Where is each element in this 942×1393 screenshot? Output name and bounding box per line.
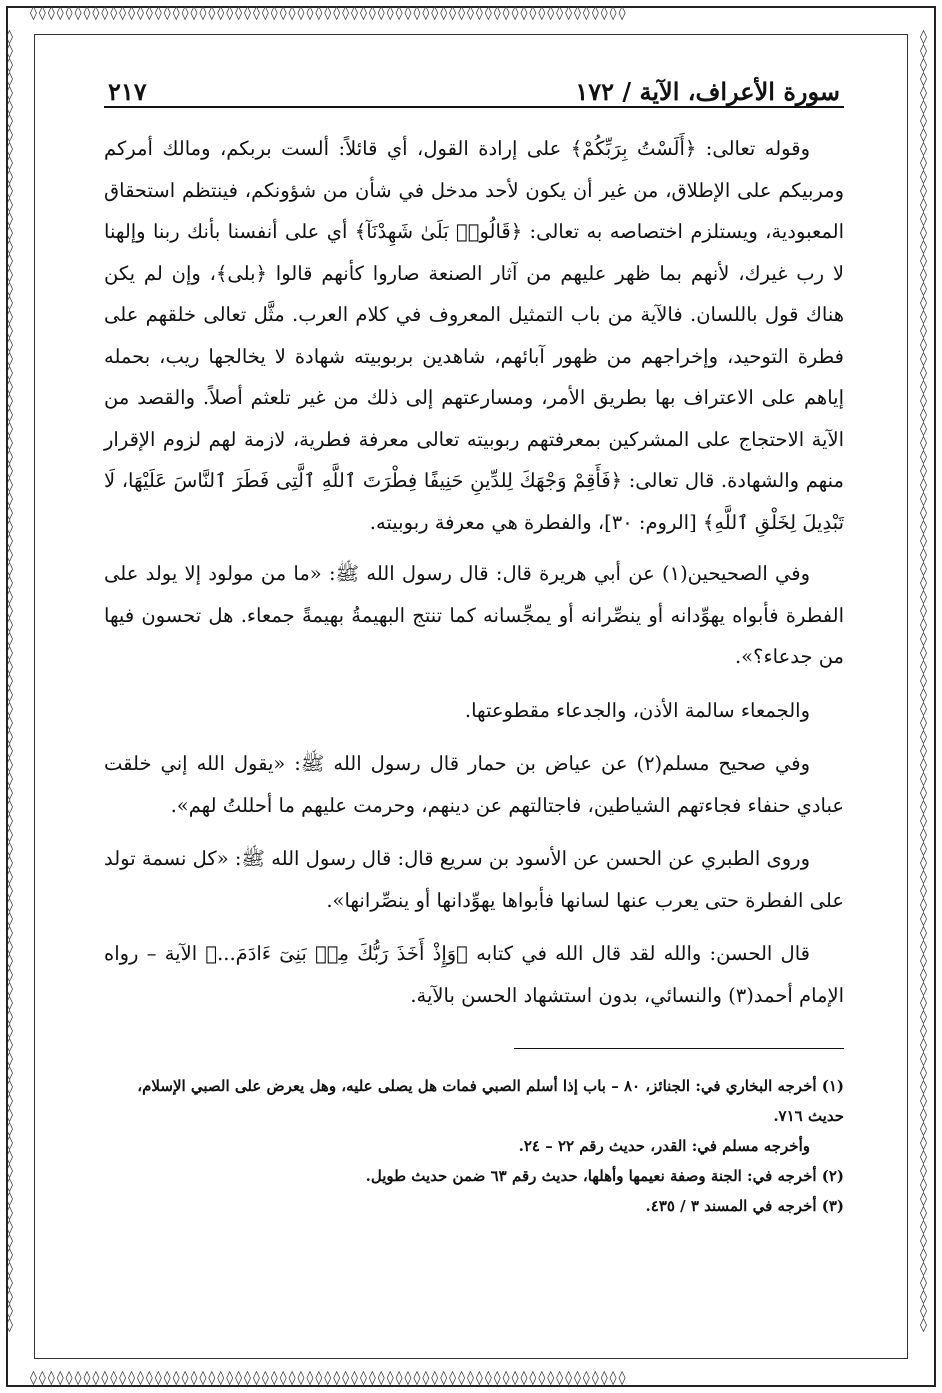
paragraph-3-text: والجمعاء سالمة الأذن، والجدعاء مقطوعتها. xyxy=(464,698,810,722)
footnote-1: (١) أخرجه البخاري في: الجنائز، ٨٠ – باب إذا أسلم الصبي فمات هل يصلى عليه، وهل يعرض على الصبي الإسلام، حديث ٧١٦. xyxy=(137,1077,844,1125)
running-header xyxy=(104,60,844,108)
decorative-border-right: ◊◊◊◊◊◊◊◊◊◊◊◊◊◊◊◊◊◊◊◊◊◊◊◊◊◊◊◊◊◊◊◊◊◊◊◊◊◊◊◊◊◊◊◊◊◊◊◊◊◊◊◊◊◊◊◊◊◊◊◊◊◊◊◊◊◊◊◊◊◊◊◊◊◊◊◊◊◊◊◊◊◊◊◊◊◊◊◊◊◊◊◊◊ xyxy=(920,30,929,1333)
paragraph-6-text: قال الحسن: والله لقد قال الله في كتابه ﴿وَإِذْ أَخَذَ رَبُّكَ مِنۢ بَنِىٓ ءَادَمَ...﴾ الآية – رواه الإمام أحمد(٣) والنسائي، بدون استشهاد الحسن بالآية. xyxy=(104,942,844,1007)
decorative-border-top: ◊◊◊◊◊◊◊◊◊◊◊◊◊◊◊◊◊◊◊◊◊◊◊◊◊◊◊◊◊◊◊◊◊◊◊◊◊◊◊◊◊◊◊◊◊◊◊◊◊◊◊◊◊◊◊◊◊◊◊◊◊◊◊◊◊◊◊ xyxy=(30,6,628,21)
footnote-3: (٣) أخرجه في المسند ٣ / ٤٣٥. xyxy=(645,1197,844,1215)
decorative-border-bottom: ◊◊◊◊◊◊◊◊◊◊◊◊◊◊◊◊◊◊◊◊◊◊◊◊◊◊◊◊◊◊◊◊◊◊◊◊◊◊◊◊◊◊◊◊◊◊◊◊◊◊◊◊◊◊◊◊◊◊◊◊◊◊◊◊◊◊◊ xyxy=(30,1371,628,1386)
paragraph-6 xyxy=(104,933,844,1016)
paragraph-4-text: وفي صحيح مسلم(٢) عن عياض بن حمار قال رسول الله ﷺ: «يقول الله إني خلقت عبادي حنفاء فجاءتهم الشياطين، فاجتالتهم عن دينهم، وحرمت عليهم ما أحللتُ لهم». xyxy=(104,752,844,817)
main-text xyxy=(104,108,844,1016)
footnote-2: (٢) أخرجه في: الجنة وصفة نعيمها وأهلها، حديث رقم ٦٣ ضمن حديث طويل. xyxy=(365,1167,844,1185)
paragraph-2 xyxy=(104,553,844,678)
footnotes xyxy=(104,1071,844,1221)
paragraph-4 xyxy=(104,743,844,826)
page-content xyxy=(104,60,844,1221)
decorative-border-left: ◊◊◊◊◊◊◊◊◊◊◊◊◊◊◊◊◊◊◊◊◊◊◊◊◊◊◊◊◊◊◊◊◊◊◊◊◊◊◊◊◊◊◊◊◊◊◊◊◊◊◊◊◊◊◊◊◊◊◊◊◊◊◊◊◊◊◊◊◊◊◊◊◊◊◊◊◊◊◊◊◊◊◊◊◊◊◊◊◊◊◊◊◊ xyxy=(6,30,15,1333)
running-title: سورة الأعراف، الآية / ١٧٢ xyxy=(575,77,840,106)
paragraph-1 xyxy=(104,128,844,543)
paragraph-5 xyxy=(104,838,844,921)
paragraph-1-text: وقوله تعالى: ﴿أَلَسْتُ بِرَبِّكُمْ﴾ على إرادة القول، أي قائلاً: ألست بربكم، ومالك أمركم ومربيكم على الإطلاق، من غير أن يكون لأحد مدخل في شأن من شؤونكم، فينتظم استحقاق المعبودية، ويستلزم اختصاصه به تعالى: ﴿قَالُوا۟ بَلَىٰ شَهِدْنَآ﴾ أي على أنفسنا بأنك ربنا وإلهنا لا رب غيرك، لأنهم بما ظهر عليهم من آثار الصنعة صاروا كأنهم قالوا ﴿بلى﴾، وإن لم يكن هناك قول باللسان. فالآية من باب التمثيل المعروف في كلام العرب. مثَّل تعالى خلقهم على فطرة التوحيد، وإخراجهم من ظهور آبائهم، شاهدين بربوبيته شهادة لا يخالجها ريب، بحمله إياهم على الاعتراف بها بطريق الأمر، ومسارعتهم إلى ذلك من غير تلعثم أصلاً. والقصد من الآية الاحتجاج على المشركين بمعرفتهم ربوبيته تعالى معرفة فطرية، لازمة لهم لزوم الإقرار منهم والشهادة. قال تعالى: ﴿فَأَقِمْ وَجْهَكَ لِلدِّينِ حَنِيفًا فِطْرَتَ ٱللَّهِ ٱلَّتِى فَطَرَ ٱلنَّاسَ عَلَيْهَا، لَا تَبْدِيلَ لِخَلْقِ ٱللَّهِ﴾ [الروم: ٣٠]، والفطرة هي معرفة ربوبيته. xyxy=(104,137,844,534)
paragraph-2-text: وفي الصحيحين(١) عن أبي هريرة قال: قال رسول الله ﷺ: «ما من مولود إلا يولد على الفطرة فأبواه يهوِّدانه أو ينصِّرانه أو يمجِّسانه كما تنتج البهيمةُ بهيمةً جمعاء. هل تحسون فيها من جدعاء؟». xyxy=(104,562,844,668)
page-number: ٢١٧ xyxy=(108,77,147,106)
footnote-separator xyxy=(514,1048,844,1049)
paragraph-5-text: وروى الطبري عن الحسن عن الأسود بن سريع قال: قال رسول الله ﷺ: «كل نسمة تولد على الفطرة حتى يعرب عنها لسانها فأبواها يهوِّدانها أو ينصِّرانها». xyxy=(104,847,844,912)
footnote-1-continued: وأخرجه مسلم في: القدر، حديث رقم ٢٢ – ٢٤. xyxy=(518,1137,810,1155)
paragraph-3 xyxy=(104,690,844,732)
